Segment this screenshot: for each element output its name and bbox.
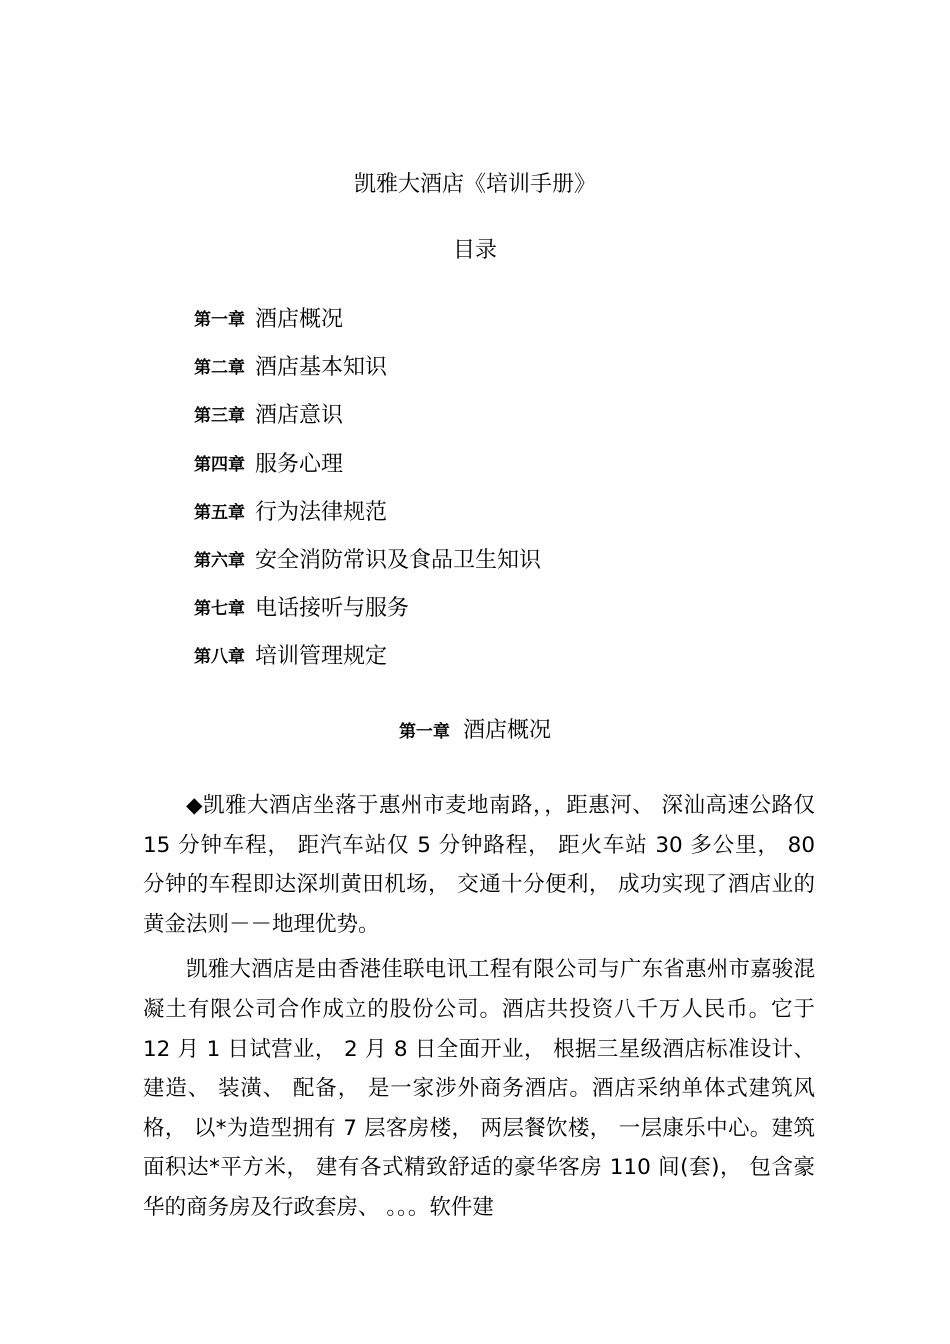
toc-chapter-title: 培训管理规定 <box>255 644 388 670</box>
toc-chapter-number: 第六章 <box>194 550 245 571</box>
toc-chapter-number: 第八章 <box>194 647 245 668</box>
toc-item-chapter-5 <box>194 497 541 545</box>
toc-item-chapter-2 <box>194 352 541 400</box>
chapter-number: 第一章 <box>398 722 450 742</box>
toc-item-chapter-6 <box>194 545 541 593</box>
toc-item-chapter-7 <box>194 593 541 641</box>
toc-chapter-title: 服务心理 <box>255 451 344 477</box>
document-title: 凯雅大酒店《培训手册》 <box>353 172 596 197</box>
toc-chapter-number: 第一章 <box>194 310 245 330</box>
chapter-title: 酒店概况 <box>463 718 552 743</box>
toc-item-chapter-3 <box>194 400 541 448</box>
chapter-heading <box>0 715 950 748</box>
toc-item-chapter-4 <box>194 449 541 497</box>
toc-chapter-title: 酒店基本知识 <box>255 355 388 381</box>
toc-item-chapter-1 <box>194 304 541 352</box>
toc-chapter-number: 第四章 <box>194 454 245 475</box>
toc-chapter-title: 电话接听与服务 <box>255 596 410 622</box>
toc-chapter-title: 酒店意识 <box>255 403 344 429</box>
toc-chapter-title: 安全消防常识及食品卫生知识 <box>255 547 542 573</box>
toc-chapter-number: 第三章 <box>194 406 245 427</box>
toc-heading: 目录 <box>452 238 497 263</box>
body-paragraph: 凯雅大酒店是由香港佳联电讯工程有限公司与广东省惠州市嘉骏混凝土有限公司合作成立的股份公司。酒店共投资八千万人民币。它于 12 月 1 日试营业， 2 月 8 日全面开业， 根据三星级酒店标准设计、 建造、 装潢、 配备， 是一家涉外商务酒店。酒店采纳单体式建筑风格， 以*为造型拥有 7 层客房楼， 两层餐饮楼， 一层康乐中心。建筑面积达*平方米， 建有各式精致舒适的豪华客房 110 间(套)， 包含豪华的商务房及行政套房、 。。。软件建 <box>143 957 815 1220</box>
toc-chapter-title: 酒店概况 <box>255 307 344 332</box>
chapter-body <box>143 786 815 1228</box>
body-paragraph: ◆凯雅大酒店坐落于惠州市麦地南路，，距惠河、 深汕高速公路仅 15 分钟车程， 距汽车站仅 5 分钟路程， 距火车站 30 多公里， 80 分钟的车程即达深圳黄田机场， 交通十分便利， 成功实现了酒店业的黄金法则－－地理优势。 <box>143 793 815 937</box>
toc-chapter-number: 第五章 <box>194 502 245 523</box>
toc-item-chapter-8 <box>194 641 541 689</box>
toc-chapter-title: 行为法律规范 <box>255 499 388 525</box>
toc-chapter-number: 第七章 <box>194 599 245 620</box>
toc-chapter-number: 第二章 <box>194 358 245 379</box>
table-of-contents <box>194 304 541 690</box>
